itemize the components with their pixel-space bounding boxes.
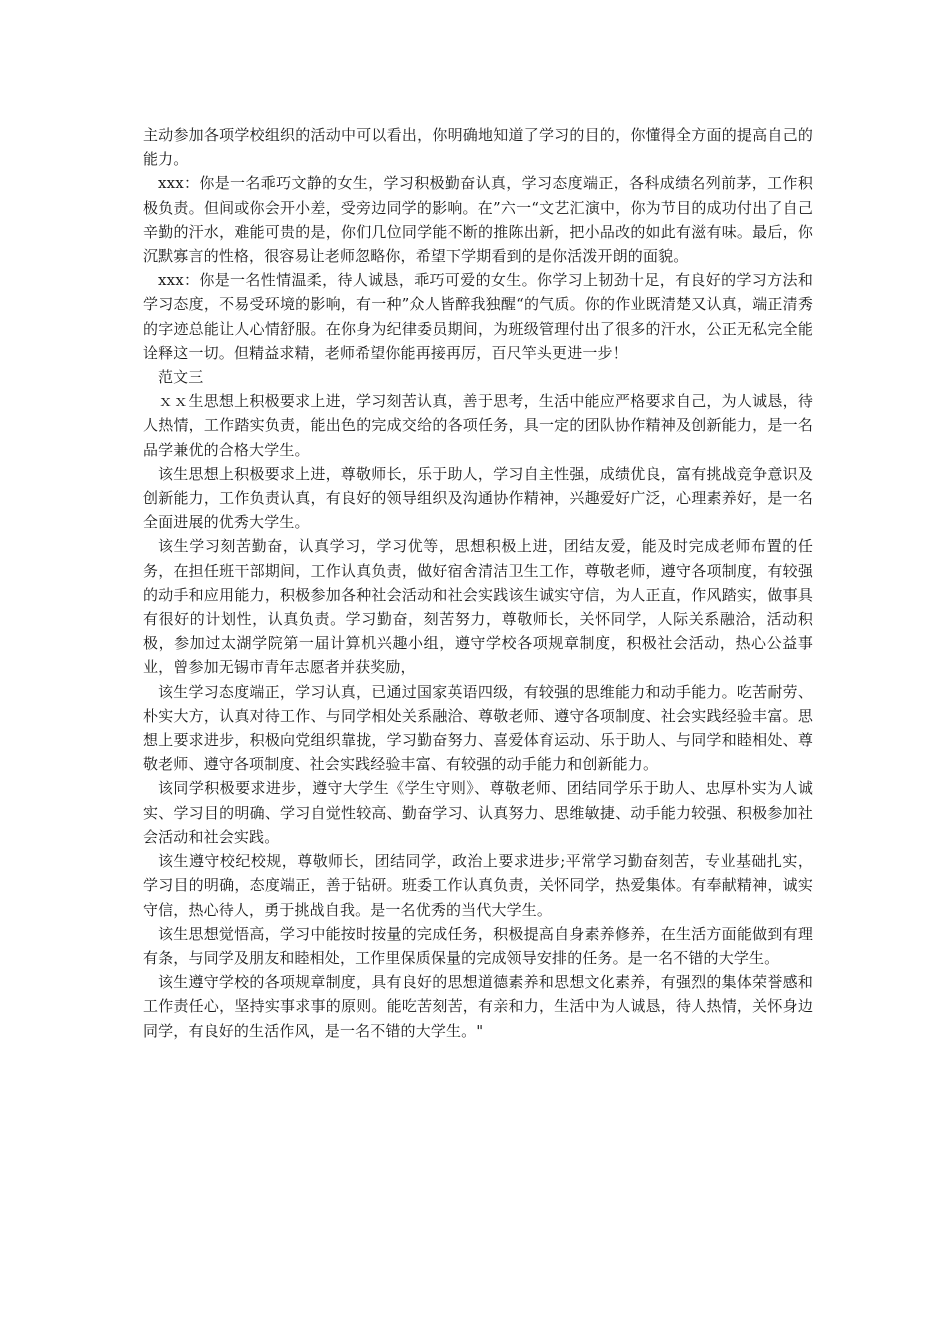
paragraph-evaluation-6: 该生遵守校纪校规，尊敬师长，团结同学，政治上要求进步;平常学习勤奋刻苦，专业基础扎实，学习目的明确，态度端正，善于钻研。班委工作认真负责，关怀同学，热爱集体。有奉献精神，诚实守信，热心待人，勇于挑战自我。是一名优秀的当代大学生。 xyxy=(143,852,813,919)
paragraph-evaluation-1: ｘｘ生思想上积极要求上进，学习刻苦认真，善于思考，生活中能应严格要求自己，为人诚恳，待人热情，工作踏实负责，能出色的完成交给的各项任务，具一定的团队协作精神及创新能力，是一名品学兼优的合格大学生。 xyxy=(143,392,813,459)
document-body xyxy=(143,123,813,1043)
paragraph-evaluation-2: 该生思想上积极要求上进，尊敬师长，乐于助人，学习自主性强，成绩优良，富有挑战竞争意识及创新能力，工作负责认真，有良好的领导组织及沟通协作精神，兴趣爱好广泛，心理素养好，是一名全面进展的优秀大学生。 xyxy=(143,464,813,532)
paragraph-evaluation-8: 该生遵守学校的各项规章制度，具有良好的思想道德素养和思想文化素养，有强烈的集体荣誉感和工作责任心，坚持实事求事的原则。能吃苦刻苦，有亲和力，生活中为人诚恳，待人热情，关怀身边同学，有良好的生活作风，是一名不错的大学生。" xyxy=(143,973,813,1040)
paragraph-evaluation-4: 该生学习态度端正，学习认真，已通过国家英语四级，有较强的思维能力和动手能力。吃苦耐劳、朴实大方，认真对待工作、与同学相处关系融洽、尊敬老师、遵守各项制度、社会实践经验丰富。思想上要求进步，积极向党组织靠拢，学习勤奋努力、喜爱体育运动、乐于助人、与同学和睦相处、尊敬老师、遵守各项制度、社会实践经验丰富、有较强的动手能力和创新能力。 xyxy=(143,682,813,774)
paragraph-evaluation-7: 该生思想觉悟高，学习中能按时按量的完成任务，积极提高自身素养修养，在生活方面能做到有理有条，与同学及朋友和睦相处，工作里保质保量的完成领导安排的任务。是一名不错的大学生。 xyxy=(143,924,813,967)
paragraph-evaluation-5: 该同学积极要求进步，遵守大学生《学生守则》、尊敬老师、团结同学乐于助人、忠厚朴实为人诚实、学习目的明确、学习自觉性较高、勤奋学习、认真努力、思维敏捷、动手能力较强、积极参加社会活动和社会实践。 xyxy=(143,779,813,846)
paragraph-continuation: 主动参加各项学校组织的活动中可以看出，你明确地知道了学习的目的，你懂得全方面的提高自己的能力。 xyxy=(143,126,813,169)
paragraph-evaluation-3: 该生学习刻苦勤奋，认真学习，学习优等，思想积极上进，团结友爱，能及时完成老师布置的任务，在担任班干部期间，工作认真负责，做好宿舍清洁卫生工作，尊敬老师，遵守各项制度，有较强的动手和应用能力，积极参加各种社会活动和社会实践该生诚实守信，为人正直，作风踏实，做事具有很好的计划性，认真负责。学习勤奋，刻苦努力，尊敬师长，关怀同学，人际关系融洽，活动积极，参加过太湖学院第一届计算机兴趣小组，遵守学校各项规章制度，积极社会活动，热心公益事业，曾参加无锡市青年志愿者并获奖励， xyxy=(143,537,813,677)
paragraph-comment-2: xxx：你是一名性情温柔，待人诚恳，乖巧可爱的女生。你学习上韧劲十足，有良好的学习方法和学习态度，不易受环境的影响，有一种”众人皆醉我独醒“的气质。你的作业既清楚又认真，端正清秀的字迹总能让人心情舒服。在你身为纪律委员期间，为班级管理付出了很多的汗水，公正无私完全能诠释这一切。但精益求精，老师希望你能再接再厉，百尺竿头更进一步！ xyxy=(143,271,813,362)
section-heading: 范文三 xyxy=(158,368,204,387)
paragraph-comment-1: xxx：你是一名乖巧文静的女生，学习积极勤奋认真，学习态度端正，各科成绩名列前茅，工作积极负责。但间或你会开小差，受旁边同学的影响。在”六一“文艺汇演中，你为节目的成功付出了自己辛勤的汗水，难能可贵的是，你们几位同学能不断的推陈出新，把小品改的如此有滋有味。最后，你沉默寡言的性格，很容易让老师忽略你，希望下学期看到的是你活泼开朗的面貌。 xyxy=(143,174,813,266)
